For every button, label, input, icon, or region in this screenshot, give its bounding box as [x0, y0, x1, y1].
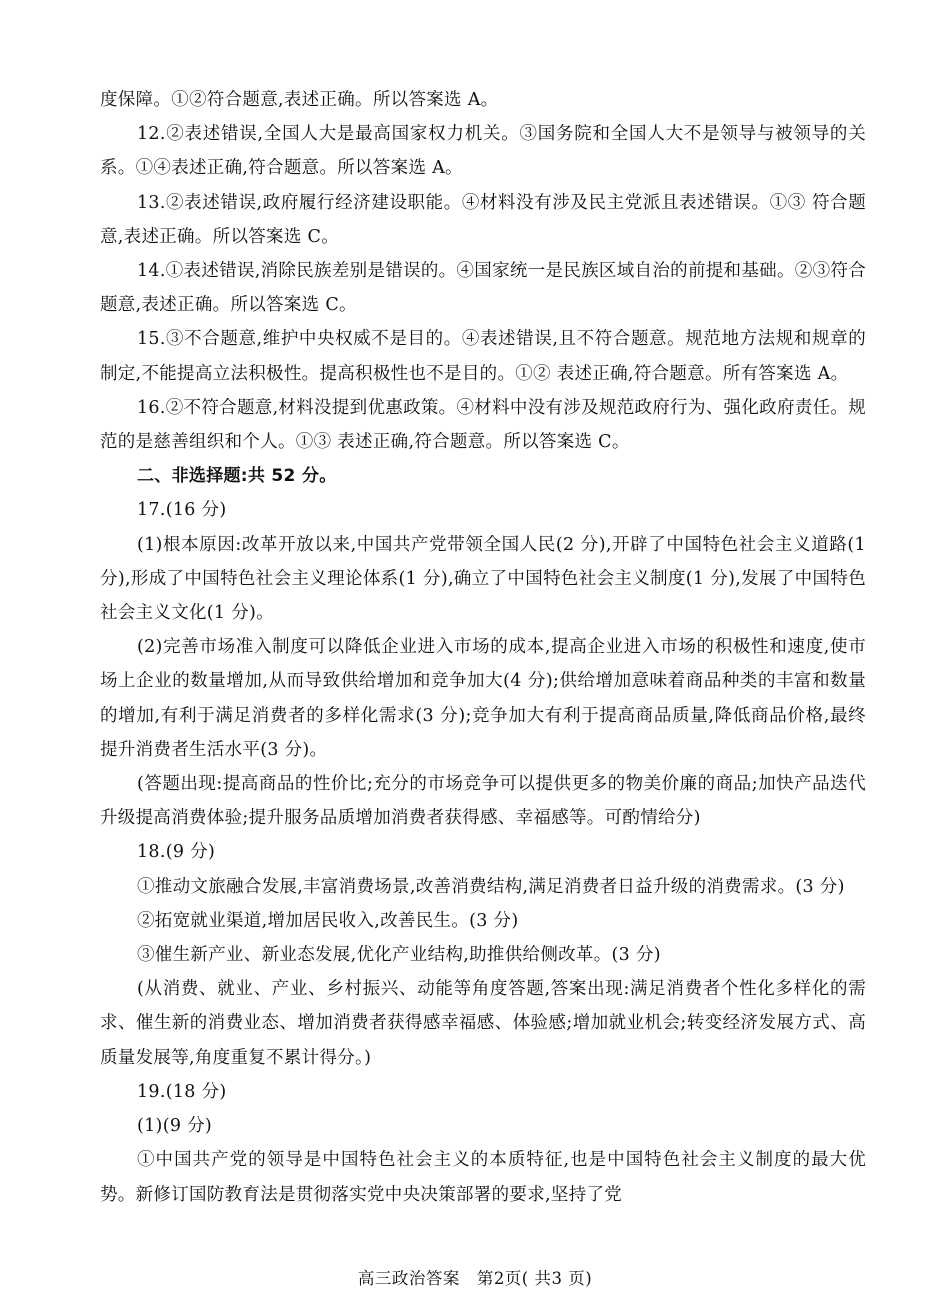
page-footer: 高三政治答案 第2页( 共3 页)	[357, 1269, 593, 1288]
question-19-title: 19.(18 分)	[137, 1081, 227, 1102]
answer-18-note: (从消费、就业、产业、乡村振兴、动能等角度答题,答案出现:满足消费者个性化多样化的需求、催生新的消费业态、增加消费者获得感幸福感、体验感;增加就业机会;转变经济发展方式、高质量发展等,角度重复不累计得分。)	[100, 979, 866, 1068]
question-17-title: 17.(16 分)	[137, 500, 227, 521]
answer-17-note: (答题出现:提高商品的性价比;充分的市场竞争可以提供更多的物美价廉的商品;加快产品迭代升级提高消费体验;提升服务品质增加消费者获得感、幸福感等。可酌情给分)	[100, 774, 866, 829]
answer-14: 14.①表述错误,消除民族差别是错误的。④国家统一是民族区域自治的前提和基础。②③符合题意,表述正确。所以答案选 C。	[100, 261, 866, 316]
answer-19-point-1: ①中国共产党的领导是中国特色社会主义的本质特征,也是中国特色社会主义制度的最大优势。新修订国防教育法是贯彻落实党中央决策部署的要求,坚持了党	[100, 1150, 866, 1205]
answer-17-part-1: (1)根本原因:改革开放以来,中国共产党带领全国人民(2 分),开辟了中国特色社会主义道路(1 分),形成了中国特色社会主义理论体系(1 分),确立了中国特色社会主义制度(1 分),发展了中国特色社会主义文化(1 分)。	[100, 534, 866, 624]
answer-12: 12.②表述错误,全国人大是最高国家权力机关。③国务院和全国人大不是领导与被领导的关系。①④表述正确,符合题意。所以答案选 A。	[100, 124, 866, 179]
answer-18-point-3: ③催生新产业、新业态发展,优化产业结构,助推供给侧改革。(3 分)	[137, 945, 661, 966]
answer-18-point-1: ①推动文旅融合发展,丰富消费场景,改善消费结构,满足消费者日益升级的消费需求。(3 分)	[137, 876, 845, 897]
question-19-part-1-title: (1)(9 分)	[137, 1116, 213, 1137]
question-18-title: 18.(9 分)	[137, 842, 216, 863]
answer-body	[100, 83, 866, 1212]
answer-18-point-2: ②拓宽就业渠道,增加居民收入,改善民生。(3 分)	[137, 910, 519, 931]
answer-17-part-2: (2)完善市场准入制度可以降低企业进入市场的成本,提高企业进入市场的积极性和速度,使市场上企业的数量增加,从而导致供给增加和竞争加大(4 分);供给增加意味着商品种类的丰富和数量的增加,有利于满足消费者的多样化需求(3 分);竞争加大有利于提高商品质量,降低商品价格,最终提升消费者生活水平(3 分)。	[100, 637, 866, 760]
paragraph-continuation: 度保障。①②符合题意,表述正确。所以答案选 A。	[100, 90, 499, 110]
answer-15: 15.③不合题意,维护中央权威不是目的。④表述错误,且不符合题意。规范地方法规和规章的制定,不能提高立法积极性。提高积极性也不是目的。①② 表述正确,符合题意。所有答案选 A。	[100, 329, 866, 384]
section-heading: 二、非选择题:共 52 分。	[137, 466, 337, 487]
answer-16: 16.②不符合题意,材料没提到优惠政策。④材料中没有涉及规范政府行为、强化政府责任。规范的是慈善组织和个人。①③ 表述正确,符合题意。所以答案选 C。	[100, 397, 866, 453]
answer-13: 13.②表述错误,政府履行经济建设职能。④材料没有涉及民主党派且表述错误。①③ 符合题意,表述正确。所以答案选 C。	[100, 192, 866, 247]
